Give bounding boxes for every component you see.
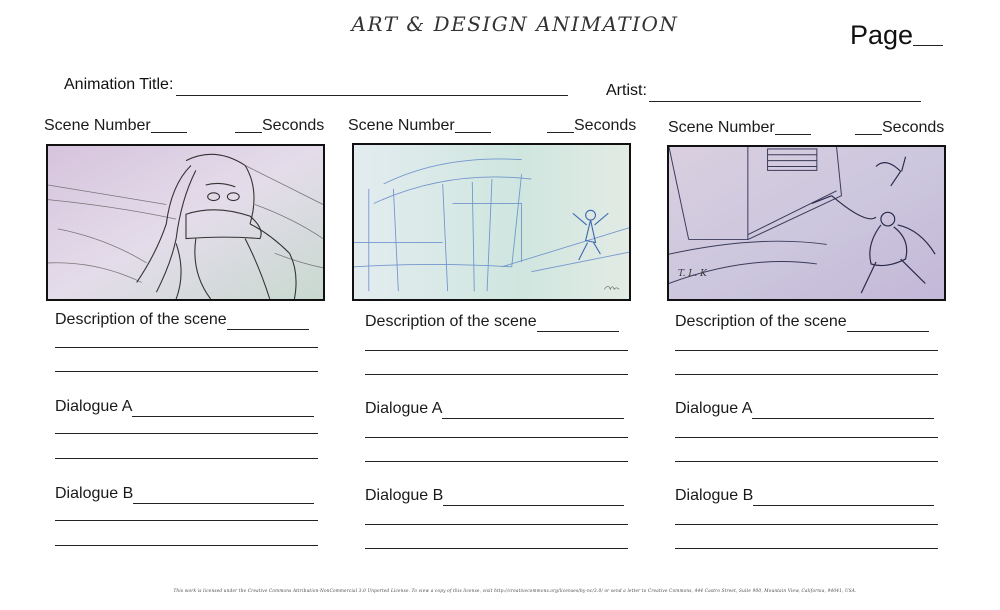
sketch-frame [667,145,946,301]
animation-title-label: Animation Title: [64,76,174,93]
girl-hugging-knees-sketch [48,146,323,299]
animation-title-field [64,76,568,94]
page-label: Page [850,20,914,50]
dialogue-b-blank [443,505,624,506]
seconds-field [235,117,324,135]
scene-number-field [668,119,811,137]
dialogue-a-label: Dialogue A [55,398,133,415]
description-blank [537,331,619,332]
description-line [55,371,318,372]
description-label: Description of the scene [365,313,537,330]
description-line [675,350,938,351]
sketch-signature: T. L. K [678,269,707,279]
dialogue-a-line [365,437,628,438]
dialogue-b-blank [133,503,314,504]
dialogue-a-line [365,461,628,462]
seconds-field [855,119,944,137]
description-label: Description of the scene [675,313,847,330]
sketch-frame [352,143,631,301]
dialogue-a-label: Dialogue A [675,400,753,417]
description-field [55,311,309,329]
dialogue-b-line [675,548,938,549]
dialogue-a-blank [442,418,624,419]
seconds-blank [855,134,882,135]
seconds-field [547,117,636,135]
document-title: ART & DESIGN ANIMATION [351,12,679,36]
description-line [365,374,628,375]
description-line [675,374,938,375]
seconds-blank [547,132,574,133]
dialogue-b-field [365,487,624,505]
dialogue-a-line [675,461,938,462]
scene-number-field [348,117,491,135]
scene-number-label: Scene Number [44,117,151,134]
dialogue-b-line [365,524,628,525]
license-text: This work is licensed under the Creative Commons Attribution-NonCommercial 3.0 Unported License. To view a copy of this license, visit http://creativecommons.org/licenses/by-nc/3.0/ or send a letter to Creative Commons, 444 Castro Street, Suite 900, Mountain View, California, 94041, USA. [173,588,857,593]
figure-reaching-hallway-sketch [669,147,944,299]
dialogue-b-label: Dialogue B [55,485,134,502]
scene-number-blank [775,134,811,135]
dialogue-b-line [55,520,318,521]
page-number-blank [913,45,943,46]
dialogue-b-label: Dialogue B [675,487,754,504]
description-field [365,313,619,331]
seconds-label: Seconds [882,119,945,136]
sketch-frame [46,144,325,301]
dialogue-b-field [675,487,934,505]
description-blank [227,329,309,330]
dialogue-a-label: Dialogue A [365,400,443,417]
dialogue-a-line [55,458,318,459]
dialogue-a-line [675,437,938,438]
description-line [365,350,628,351]
seconds-blank [235,132,262,133]
description-field [675,313,929,331]
artist-label: Artist: [606,82,647,99]
artist-field [606,82,921,100]
dialogue-b-line [675,524,938,525]
dialogue-b-label: Dialogue B [365,487,444,504]
scene-number-blank [151,132,187,133]
description-blank [847,331,929,332]
seconds-label: Seconds [574,117,637,134]
scene-number-field [44,117,187,135]
scene-number-label: Scene Number [668,119,775,136]
dialogue-a-field [675,400,934,418]
scene-number-blank [455,132,491,133]
dialogue-a-blank [752,418,934,419]
dialogue-b-line [55,545,318,546]
dialogue-a-field [365,400,624,418]
seconds-label: Seconds [262,117,325,134]
dialogue-a-line [55,433,318,434]
dialogue-a-field [55,398,314,416]
dialogue-b-field [55,485,314,503]
page-number-field [850,20,943,51]
animation-title-blank [176,95,568,96]
description-label: Description of the scene [55,311,227,328]
scene-number-label: Scene Number [348,117,455,134]
dialogue-b-blank [753,505,934,506]
figure-running-blue-sketch [354,145,629,299]
dialogue-a-blank [132,416,314,417]
artist-blank [649,101,921,102]
description-line [55,347,318,348]
dialogue-b-line [365,548,628,549]
